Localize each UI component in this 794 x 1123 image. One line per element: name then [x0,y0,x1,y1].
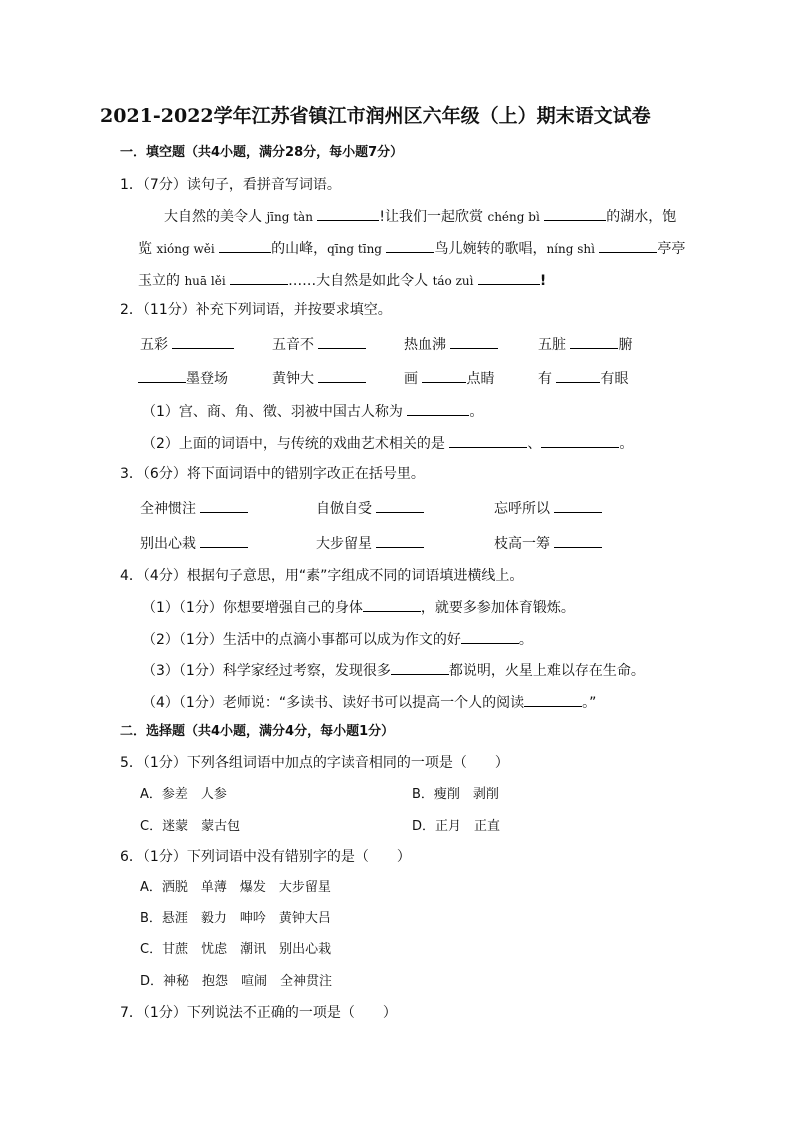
typo-word: 自倣自受 [316,501,372,517]
idiom-item [404,368,494,389]
q4-sub-2 [142,629,533,650]
choice-b[interactable]: B．悬涯 毅力 呻吟 黄钟大吕 [140,911,331,926]
answer-blank[interactable] [200,533,248,548]
pinyin: jīng tàn [266,210,313,224]
pinyin: chéng bì [487,210,540,224]
q1-line-3 [138,270,546,291]
idiom-text: 热血沸 [404,337,446,353]
typo-word: 大步留星 [316,536,372,552]
answer-blank[interactable] [138,368,186,383]
sub-text: （4）（1分）老师说：“多读书、读好书可以提高一个人的阅读 [142,695,525,711]
q1-text: 鸟儿婉转的歌唱， [434,241,547,257]
answer-blank[interactable] [391,660,449,675]
section-heading-fill: 一．填空题（共4小题，满分28分，每小题7分） [120,145,404,160]
choice-a[interactable]: A．参差 人参 [140,787,227,802]
answer-blank[interactable] [478,270,540,285]
q1-text: 的湖水，饱 [606,209,677,225]
answer-blank[interactable] [422,368,466,383]
idiom-text: 画 [404,371,418,387]
sub-text: 、 [527,436,542,452]
answer-blank[interactable] [544,206,606,221]
q1-stem: 1．（7分）读句子，看拼音写词语。 [120,177,341,193]
q4-sub-4 [142,692,596,713]
sub-text: 。 [518,632,533,648]
answer-blank[interactable] [556,368,600,383]
idiom-item [538,368,628,389]
pinyin: xióng wěi [156,242,215,256]
answer-blank[interactable] [200,498,248,513]
choice-d[interactable]: D．神秘 抱怨 喧闹 全神贯注 [140,974,333,989]
typo-word: 全神惯注 [140,501,196,517]
idiom-text: 五脏 [538,337,566,353]
sub-text: 。” [582,695,597,711]
answer-blank[interactable] [376,533,424,548]
answer-blank[interactable] [461,629,519,644]
answer-blank[interactable] [407,401,469,416]
idiom-text: 五彩 [140,337,168,353]
idiom-text: 黄钟大 [272,371,314,387]
answer-blank[interactable] [230,270,288,285]
typo-item [494,498,602,519]
answer-blank[interactable] [172,334,234,349]
q4-sub-1 [142,597,575,618]
q1-text: ! [539,273,547,289]
idiom-item [538,334,632,355]
q1-line-1 [164,206,676,227]
q5-stem: 5．（1分）下列各组词语中加点的字读音相同的一项是（ ） [120,755,509,771]
idiom-text: 五音不 [272,337,314,353]
answer-blank[interactable] [570,334,618,349]
q1-text: 玉立的 [138,273,180,289]
sub-text: （2）上面的词语中，与传统的戏曲艺术相关的是 [142,436,445,452]
typo-item [140,498,248,519]
choice-c[interactable]: C．甘蔗 忧虑 潮讯 别出心栽 [140,942,332,957]
answer-blank[interactable] [318,368,366,383]
answer-blank[interactable] [554,533,602,548]
answer-blank[interactable] [541,433,619,448]
sub-text: （1）（1分）你想要增强自己的身体 [142,600,363,616]
typo-word: 枝高一筹 [494,536,550,552]
answer-blank[interactable] [554,498,602,513]
q2-sub-1 [142,401,483,422]
page-title: 2021-2022学年江苏省镇江市润州区六年级（上）期末语文试卷 [100,105,651,127]
q2-sub-2 [142,433,633,454]
choice-b[interactable]: B．瘦削 剥削 [412,787,499,802]
typo-word: 别出心栽 [140,536,196,552]
answer-blank[interactable] [363,597,421,612]
answer-blank[interactable] [317,206,379,221]
choice-a[interactable]: A．洒脱 单薄 爆发 大步留星 [140,880,331,895]
q4-sub-3 [142,660,645,681]
sub-text: 都说明，火星上难以存在生命。 [448,663,645,679]
q1-text: 览 [138,241,152,257]
idiom-item [272,334,366,355]
section-heading-choice: 二．选择题（共4小题，满分4分，每小题1分） [120,724,395,739]
sub-text: （3）（1分）科学家经过考察，发现很多 [142,663,391,679]
answer-blank[interactable] [599,238,657,253]
q4-stem: 4．（4分）根据句子意思，用“素”字组成不同的词语填进横线上。 [120,568,524,584]
typo-item [316,498,424,519]
answer-blank[interactable] [318,334,366,349]
q3-stem: 3．（6分）将下面词语中的错别字改正在括号里。 [120,466,425,482]
answer-blank[interactable] [450,334,498,349]
idiom-text: 有眼 [600,371,629,387]
answer-blank[interactable] [386,238,434,253]
idiom-item [140,334,234,355]
typo-item [316,533,424,554]
choice-d[interactable]: D．正月 正直 [412,819,501,834]
sub-text: （2）（1分）生活中的点滴小事都可以成为作文的好 [142,632,461,648]
answer-blank[interactable] [376,498,424,513]
idiom-item [138,368,228,389]
sub-text: （1）宫、商、角、徵、羽被中国古人称为 [142,404,403,420]
pinyin: táo zuì [432,274,474,288]
sub-text: ，就要多参加体育锻炼。 [420,600,575,616]
q2-stem: 2．（11分）补充下列词语，并按要求填空。 [120,302,392,318]
typo-word: 忘呼所以 [494,501,550,517]
sub-text: 。 [469,404,484,420]
pinyin: níng shì [546,242,595,256]
q1-text: ……大自然是如此令人 [288,273,429,289]
answer-blank[interactable] [524,692,582,707]
idiom-text: 有 [538,371,552,387]
answer-blank[interactable] [449,433,527,448]
q1-text: 亭亭 [657,241,686,257]
q1-line-2 [138,238,685,259]
idiom-item [404,334,498,355]
pinyin: qīng tīng [327,242,382,256]
idiom-text: 点睛 [466,371,495,387]
typo-item [140,533,248,554]
q1-text: 大自然的美令人 [164,209,262,225]
pinyin: huā lěi [184,274,226,288]
q1-text: 的山峰， [271,241,328,257]
typo-item [494,533,602,554]
q1-text: !让我们一起欣赏 [379,209,484,225]
answer-blank[interactable] [219,238,271,253]
q6-stem: 6．（1分）下列词语中没有错别字的是（ ） [120,849,411,865]
sub-text: 。 [619,436,634,452]
choice-c[interactable]: C．迷蒙 蒙古包 [140,819,241,834]
q7-stem: 7．（1分）下列说法不正确的一项是（ ） [120,1005,397,1021]
idiom-text: 腑 [618,337,633,353]
idiom-text: 墨登场 [186,371,228,387]
idiom-item [272,368,366,389]
